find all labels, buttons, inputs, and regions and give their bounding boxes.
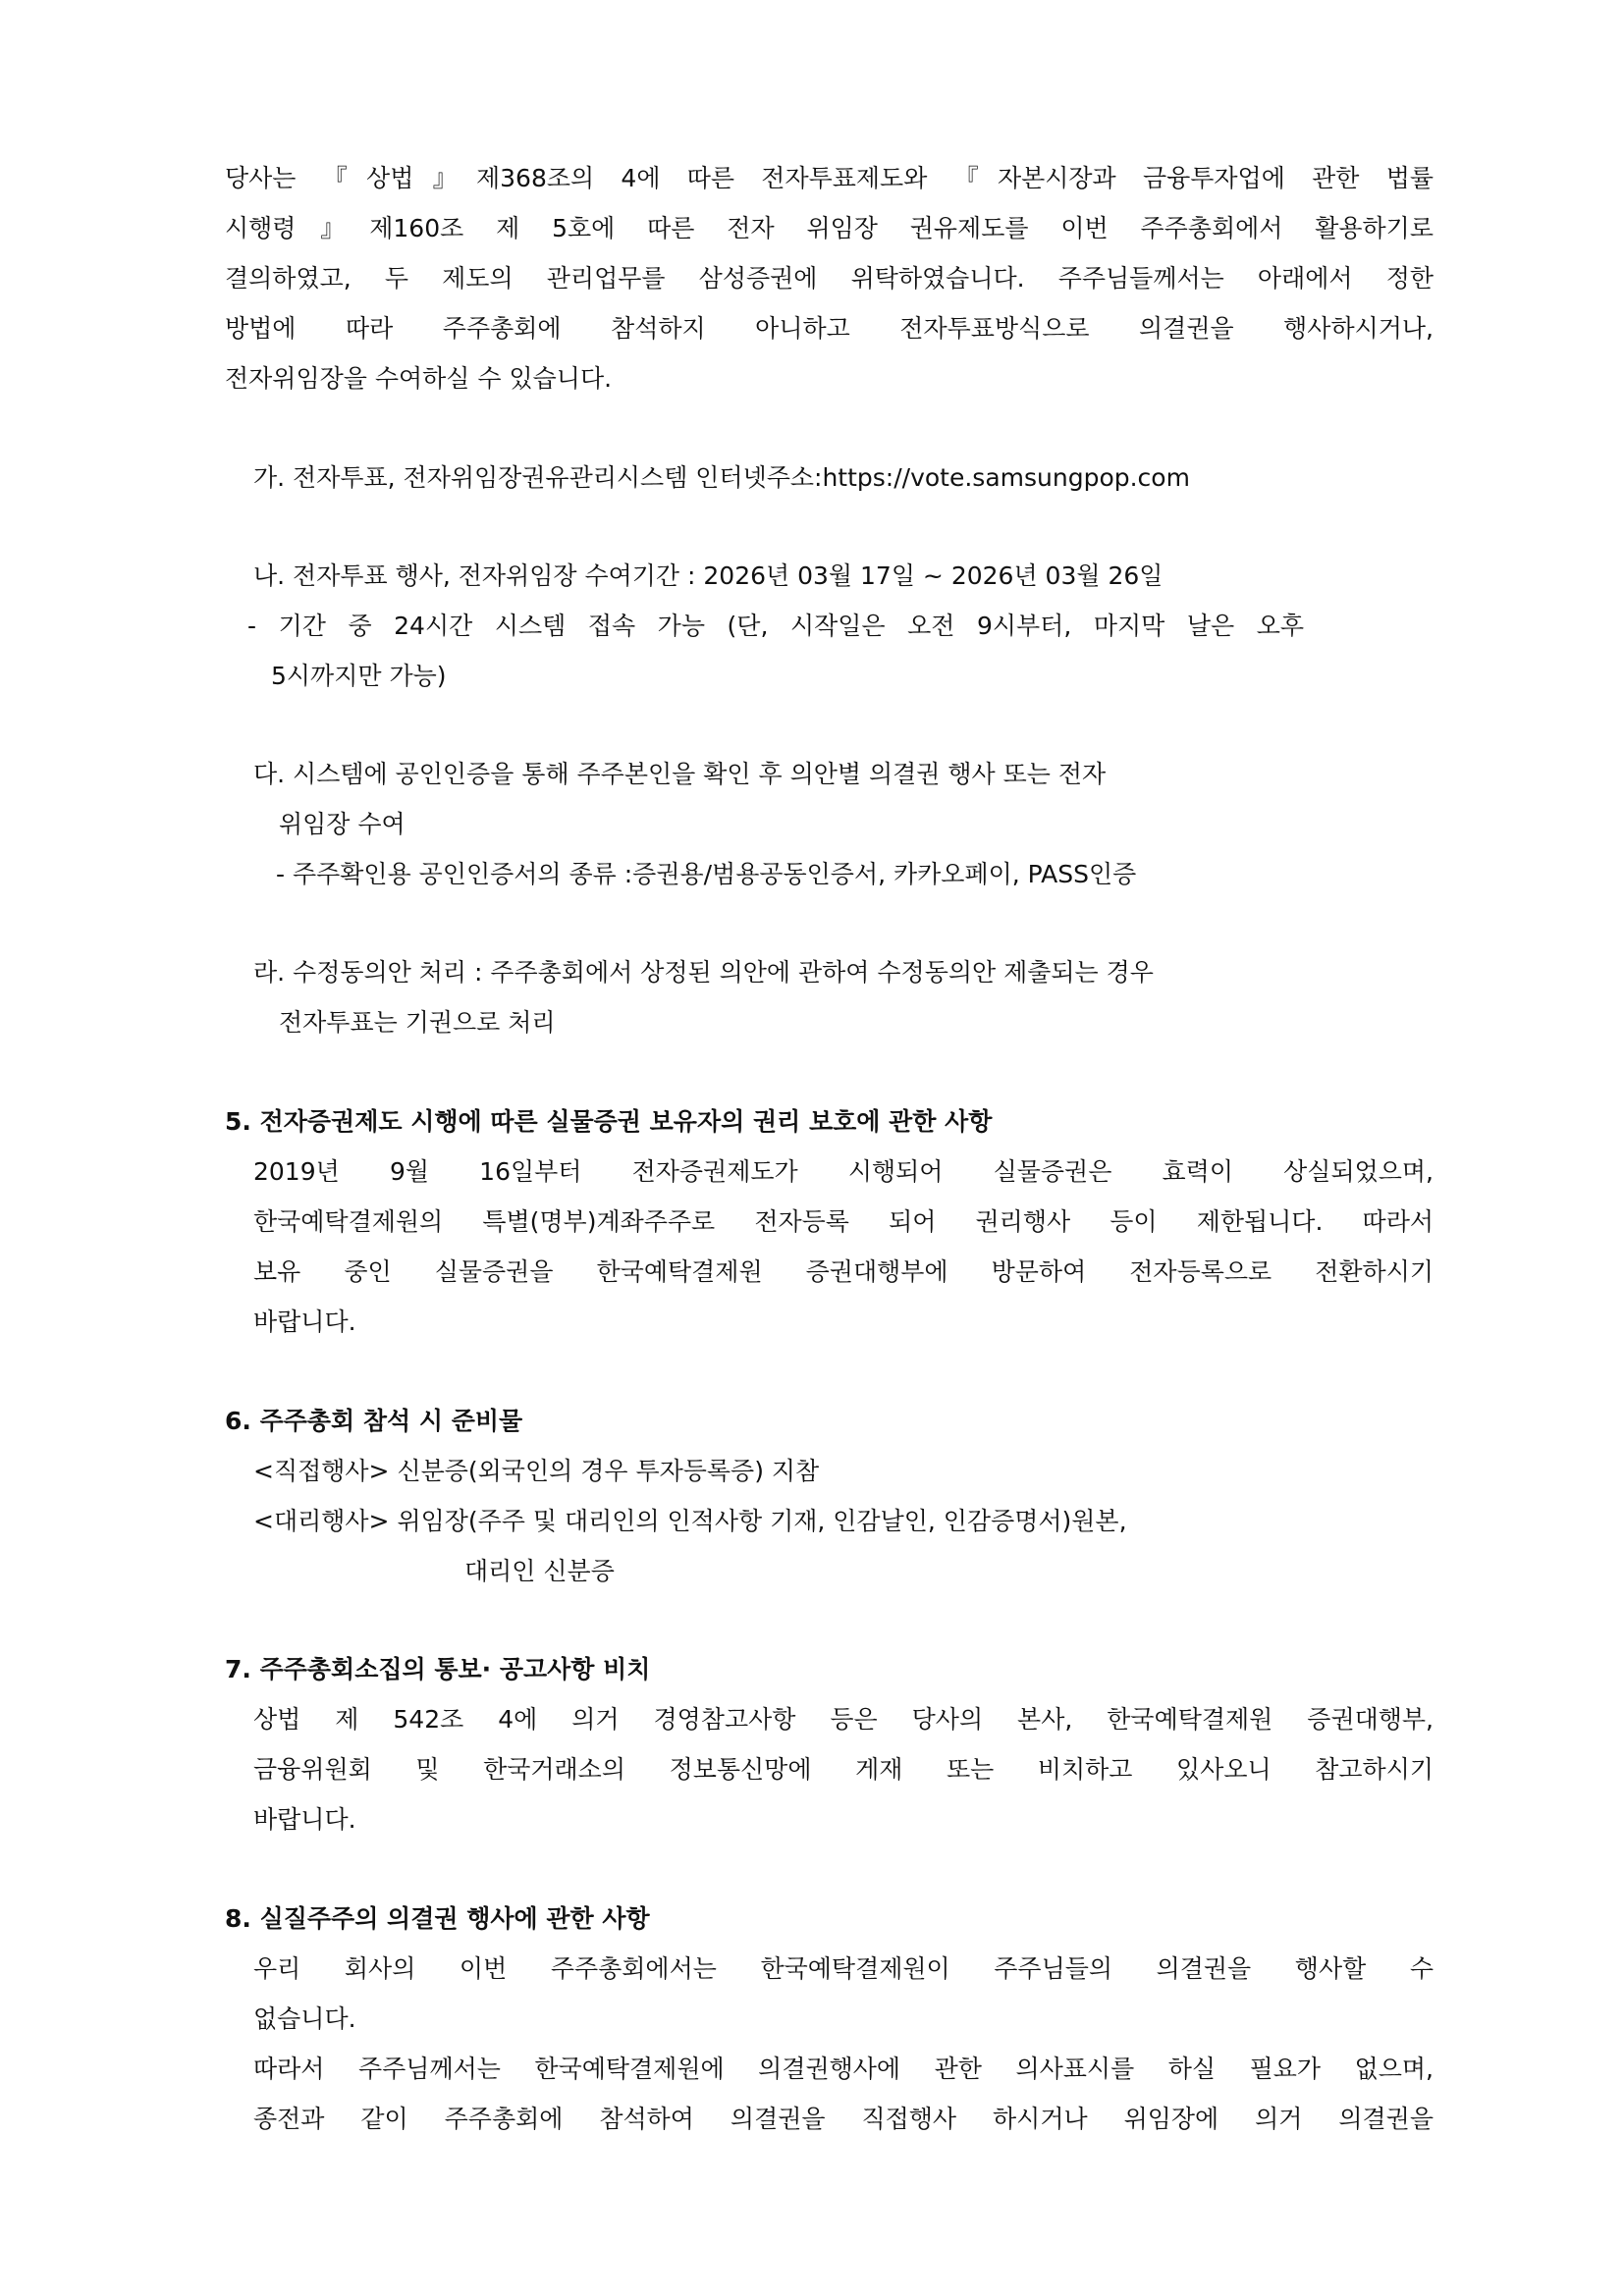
section-5-line-2: 한국예탁결제원의 특별(명부)계좌주주로 전자등록 되어 권리행사 등이 제한됩니다. 따라서	[253, 1207, 1434, 1236]
item-ra-line-2: 전자투표는 기권으로 처리	[279, 1008, 556, 1037]
item-da-line-2: 위임장 수여	[279, 810, 406, 838]
section-7-line-1: 상법 제 542조 4에 의거 경영참고사항 등은 당사의 본사, 한국예탁결제원 증권대행부,	[253, 1705, 1434, 1734]
section-5-heading: 5. 전자증권제도 시행에 따른 실물증권 보유자의 권리 보호에 관한 사항	[225, 1107, 993, 1136]
intro-line-5: 전자위임장을 수여하실 수 있습니다.	[225, 364, 613, 393]
intro-line-1: 당사는 『상법』제368조의 4에 따른 전자투표제도와 『자본시장과 금융투자업에 관한 법률	[225, 164, 1434, 192]
section-6-line-1: <직접행사> 신분증(외국인의 경우 투자등록증) 지참	[253, 1457, 820, 1485]
section-5-line-1: 2019년 9월 16일부터 전자증권제도가 시행되어 실물증권은 효력이 상실되었으며,	[253, 1157, 1434, 1186]
intro-line-4: 방법에 따라 주주총회에 참석하지 아니하고 전자투표방식으로 의결권을 행사하시거나,	[225, 314, 1434, 343]
section-7-line-3: 바랍니다.	[253, 1805, 356, 1834]
section-8-line-1: 우리 회사의 이번 주주총회에서는 한국예탁결제원이 주주님들의 의결권을 행사할 수	[253, 1954, 1434, 1983]
section-7-heading: 7. 주주총회소집의 통보· 공고사항 비치	[225, 1655, 651, 1683]
section-5-line-3: 보유 중인 실물증권을 한국예탁결제원 증권대행부에 방문하여 전자등록으로 전환하시기	[253, 1257, 1434, 1286]
section-6-line-3: 대리인 신분증	[464, 1557, 615, 1585]
intro-line-3: 결의하였고, 두 제도의 관리업무를 삼성증권에 위탁하였습니다. 주주님들께서는 아래에서 정한	[225, 264, 1434, 293]
section-5-line-4: 바랍니다.	[253, 1308, 356, 1336]
item-na-line-1: 나. 전자투표 행사, 전자위임장 수여기간 : 2026년 03월 17일 ~ 2026년 03월 26일	[253, 561, 1164, 590]
item-na-line-3: 5시까지만 가능)	[271, 662, 447, 690]
item-ga-url: 가. 전자투표, 전자위임장권유관리시스템 인터넷주소:https://vote.samsungpop.com	[253, 463, 1190, 492]
item-na-line-2: - 기간 중 24시간 시스템 접속 가능 (단, 시작일은 오전 9시부터, 마지막 날은 오후	[247, 612, 1304, 640]
intro-line-2: 시행령』제160조 제 5호에 따른 전자 위임장 권유제도를 이번 주주총회에서 활용하기로	[225, 214, 1434, 242]
item-da-line-3: - 주주확인용 공인인증서의 종류 :증권용/범용공동인증서, 카카오페이, PASS인증	[276, 860, 1137, 888]
section-7-line-2: 금융위원회 및 한국거래소의 정보통신망에 게재 또는 비치하고 있사오니 참고하시기	[253, 1755, 1434, 1784]
section-6-line-2: <대리행사> 위임장(주주 및 대리인의 인적사항 기재, 인감날인, 인감증명서)원본,	[253, 1507, 1127, 1535]
item-da-line-1: 다. 시스템에 공인인증을 통해 주주본인을 확인 후 의안별 의결권 행사 또는 전자	[253, 760, 1107, 788]
section-6-heading: 6. 주주총회 참석 시 준비물	[225, 1407, 523, 1435]
section-8-heading: 8. 실질주주의 의결권 행사에 관한 사항	[225, 1904, 650, 1933]
section-8-line-4: 종전과 같이 주주총회에 참석하여 의결권을 직접행사 하시거나 위임장에 의거 의결권을	[253, 2105, 1434, 2133]
item-ra-line-1: 라. 수정동의안 처리 : 주주총회에서 상정된 의안에 관하여 수정동의안 제출되는 경우	[253, 958, 1154, 987]
section-8-line-2: 없습니다.	[253, 2004, 356, 2033]
section-8-line-3: 따라서 주주님께서는 한국예탁결제원에 의결권행사에 관한 의사표시를 하실 필요가 없으며,	[253, 2055, 1434, 2083]
